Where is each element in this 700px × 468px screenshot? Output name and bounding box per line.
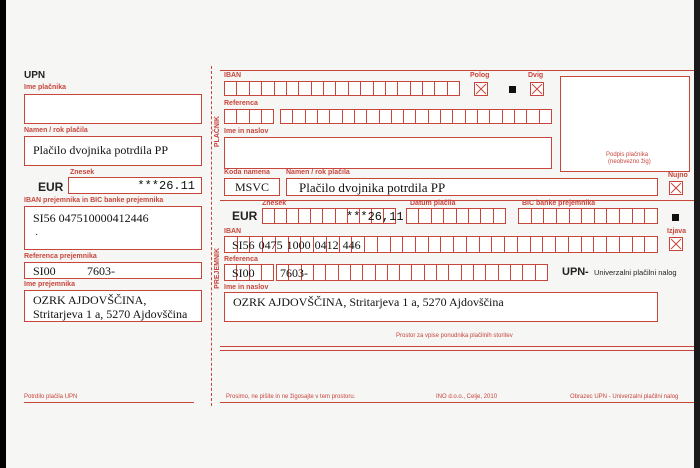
order-footer-right: Obrazec UPN - Univerzalni plačilni nalog <box>570 394 679 400</box>
provider-line-2 <box>220 350 694 351</box>
urgent-check-icon <box>670 182 682 194</box>
payment-date-field[interactable] <box>406 208 506 224</box>
order-footer-middle: INO d.o.o., Celje, 2010 <box>436 394 498 400</box>
receipt-footer: Potrdilo plačila UPN <box>24 394 78 400</box>
order-purpose-value: Plačilo dvojnika potrdila PP <box>299 180 446 195</box>
receipt-ref-number: 7603- <box>87 264 115 278</box>
recipient-name-field[interactable] <box>224 292 658 322</box>
receipt-purpose-label: Namen / rok plačila <box>24 127 88 134</box>
deposit-check-icon <box>475 83 487 95</box>
receipt-amount-field[interactable] <box>68 177 202 194</box>
payer-iban-label: IBAN <box>224 72 242 79</box>
scan-edge-left <box>0 0 6 468</box>
deposit-label: Polog <box>470 72 490 79</box>
signature-label: Podpis plačnika <box>606 152 649 158</box>
recipient-iban-value: SI56 0475 1000 0412 446 <box>232 238 361 252</box>
payer-reference-label: Referenca <box>224 100 258 107</box>
upn-subtitle: Univerzalni plačilni nalog <box>594 268 677 277</box>
recipient-reference-label: Referenca <box>224 256 258 263</box>
purpose-code-value: MSVC <box>235 180 270 194</box>
statement-checkbox[interactable] <box>669 237 683 251</box>
upn-dash: - <box>585 266 589 278</box>
recipient-top-line <box>220 200 694 201</box>
receipt-iban-label: IBAN prejemnika in BIC banke prejemnika <box>24 197 164 204</box>
payer-name-address-field[interactable] <box>224 137 552 169</box>
receipt-iban-value: SI56 047510000412446 <box>33 211 149 225</box>
receipt-reference-field[interactable] <box>24 262 202 279</box>
receipt-purpose-field[interactable] <box>24 136 202 166</box>
receipt-reference-label: Referenca prejemnika <box>24 253 97 260</box>
ocr-marker-square <box>509 86 516 93</box>
recipient-name-label: Ime in naslov <box>224 284 269 291</box>
recipient-ref-model: SI00 <box>232 266 255 280</box>
order-purpose-field[interactable] <box>286 178 658 196</box>
order-top-line <box>220 70 694 71</box>
purpose-code-label: Koda namena <box>224 169 270 176</box>
provider-line-1 <box>220 346 694 347</box>
receipt-amount-value: ***26.11 <box>137 179 195 193</box>
withdrawal-label: Dvig <box>528 72 544 79</box>
withdrawal-check-icon <box>531 83 543 95</box>
receipt-payer-label: Ime plačnika <box>24 84 67 91</box>
payer-ref-number-field[interactable] <box>280 109 552 124</box>
urgent-label: Nujno <box>668 172 688 179</box>
receipt-ref-model: SI00 <box>33 264 56 278</box>
receipt-recipient-label: Ime prejemnika <box>24 281 75 288</box>
payer-ref-model-field[interactable] <box>224 109 274 124</box>
signature-note: (neobvezno žig) <box>608 159 651 165</box>
order-footer-left: Prosimo, ne pišite in ne žigosajte v tem prostoru. <box>226 394 356 400</box>
receipt-amount-label: Znesek <box>70 169 95 176</box>
perforation-divider <box>211 66 212 406</box>
bic-label: BIC banke prejemnika <box>522 200 596 207</box>
recipient-iban-label: IBAN <box>224 228 242 235</box>
scan-edge-right <box>694 0 700 468</box>
upn-title: UPN <box>562 266 586 278</box>
receipt-title: UPN <box>24 70 46 81</box>
recipient-name-value: OZRK AJDOVŠČINA, Stritarjeva 1 a, 5270 Ajdovščina <box>233 295 504 309</box>
recipient-side-label: PREJEMNIK <box>214 248 221 289</box>
payer-iban-field[interactable] <box>224 81 460 96</box>
order-amount-value: ***26,11 <box>346 210 404 224</box>
withdrawal-checkbox[interactable] <box>530 82 544 96</box>
order-purpose-label: Namen / rok plačila <box>286 169 350 176</box>
receipt-iban-mark: · <box>35 229 39 240</box>
urgent-checkbox[interactable] <box>669 181 683 195</box>
receipt-purpose-value: Plačilo dvojnika potrdila PP <box>33 143 168 157</box>
statement-label: Izjava <box>667 228 687 235</box>
deposit-checkbox[interactable] <box>474 82 488 96</box>
receipt-currency: EUR <box>38 180 64 194</box>
payment-date-label: Datum plačila <box>410 200 456 207</box>
receipt-iban-field[interactable] <box>24 206 202 250</box>
payer-name-address-label: Ime in naslov <box>224 128 269 135</box>
recipient-ref-number: 7603- <box>280 266 308 280</box>
receipt-recipient-line1: OZRK AJDOVŠČINA, <box>33 293 147 307</box>
receipt-payer-field[interactable] <box>24 94 202 124</box>
provider-space-note: Prostor za vpise ponudnika plačilnih storitev <box>396 333 513 339</box>
ocr-marker-square-2 <box>672 214 679 221</box>
bic-field[interactable] <box>518 208 658 224</box>
receipt-recipient-field[interactable] <box>24 290 202 322</box>
receipt-recipient-line2: Stritarjeva 1 a, 5270 Ajdovščina <box>33 307 188 321</box>
order-amount-label: Znesek <box>262 200 287 207</box>
order-footer-line <box>220 402 694 403</box>
recipient-ref-number-field[interactable] <box>276 264 548 281</box>
statement-check-icon <box>670 238 682 250</box>
purpose-code-field[interactable] <box>224 178 280 196</box>
order-currency: EUR <box>232 209 258 223</box>
payer-side-label: PLAČNIK <box>214 116 221 148</box>
receipt-footer-line <box>24 402 194 403</box>
